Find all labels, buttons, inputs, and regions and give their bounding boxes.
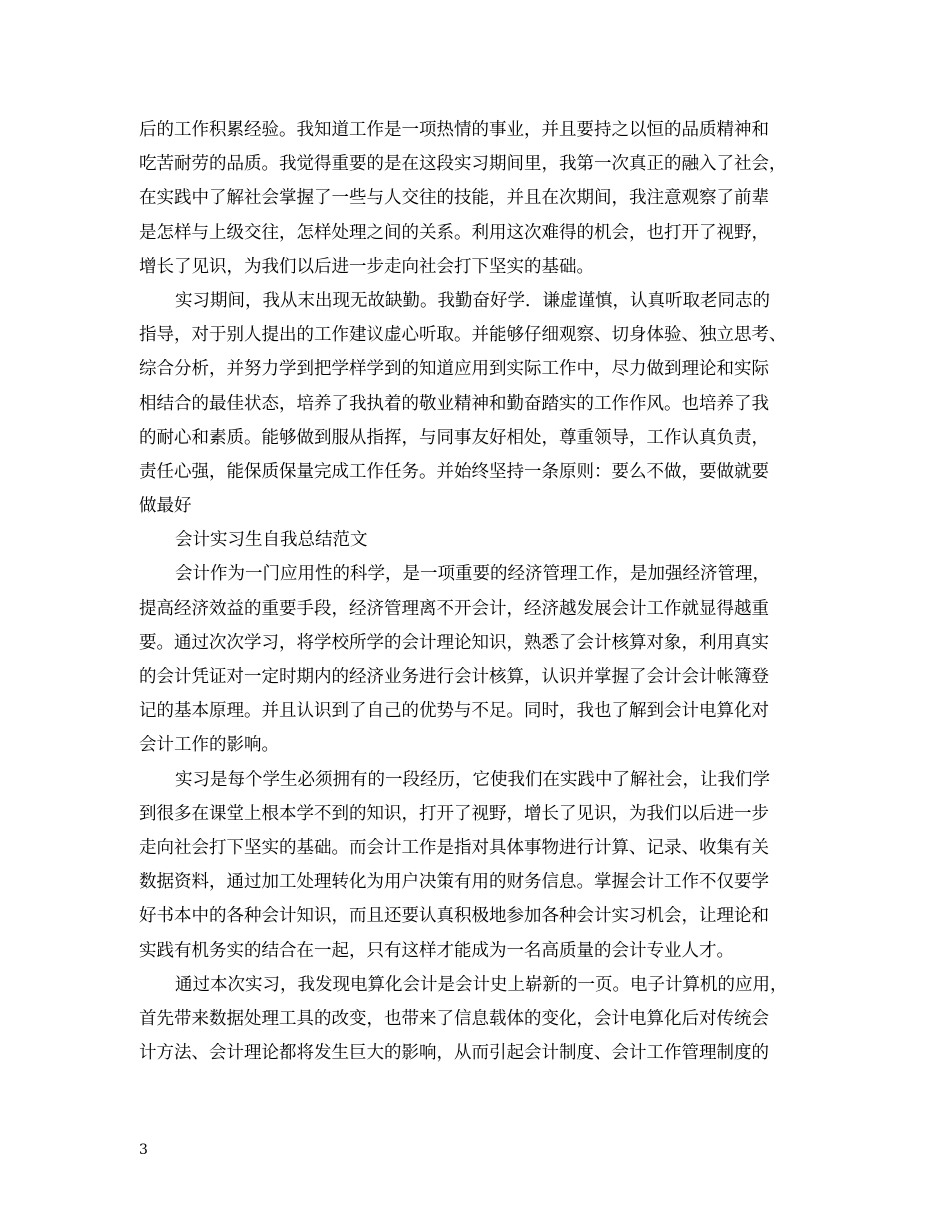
text-line: 责任心强，能保质保量完成工作任务。并始终坚持一条原则：要么不做，要做就要: [139, 461, 769, 482]
text-line: 数据资料，通过加工处理转化为用户决策有用的财务信息。掌握会计工作不仅要学: [139, 872, 769, 893]
text-line: 好书本中的各种会计知识，而且还要认真积极地参加各种会计实习机会，让理论和: [139, 906, 769, 927]
text-line: 通过本次实习，我发现电算化会计是会计史上崭新的一页。电子计算机的应用，: [175, 974, 788, 995]
text-line: 在实践中了解社会掌握了一些与人交往的技能，并且在次期间，我注意观察了前辈: [139, 188, 769, 209]
text-line: 要。通过次次学习，将学校所学的会计理论知识，熟悉了会计核算对象，利用真实: [139, 632, 769, 653]
text-line: 增长了见识，为我们以后进一步走向社会打下坚实的基础。: [139, 256, 594, 277]
text-line: 到很多在课堂上根本学不到的知识，打开了视野，增长了见识，为我们以后进一步: [139, 803, 769, 824]
text-line: 是怎样与上级交往，怎样处理之间的关系。利用这次难得的机会，也打开了视野，: [139, 222, 769, 243]
document-body: [139, 113, 829, 1070]
text-line: 计方法、会计理论都将发生巨大的影响，从而引起会计制度、会计工作管理制度的: [139, 1043, 769, 1064]
text-line: 首先带来数据处理工具的改变，也带来了信息载体的变化，会计电算化后对传统会: [139, 1008, 769, 1029]
text-line: 走向社会打下坚实的基础。而会计工作是指对具体事物进行计算、记录、收集有关: [139, 837, 769, 858]
text-line: 指导，对于别人提出的工作建议虚心听取。并能够仔细观察、切身体验、独立思考、: [139, 325, 787, 346]
page-number: 3: [139, 1142, 148, 1158]
text-line: 做最好: [139, 496, 192, 517]
text-line: 后的工作积累经验。我知道工作是一项热情的事业，并且要持之以恒的品质精神和: [139, 120, 769, 140]
text-line: 实践有机务实的结合在一起，只有这样才能成为一名高质量的会计专业人才。: [139, 940, 734, 961]
text-line: 会计工作的影响。: [139, 735, 279, 756]
text-line: 记的基本原理。并且认识到了自己的优势与不足。同时，我也了解到会计电算化对: [139, 701, 769, 722]
text-line: 提高经济效益的重要手段，经济管理离不开会计，经济越发展会计工作就显得越重: [139, 598, 769, 619]
text-line: 实习期间，我从末出现无故缺勤。我勤奋好学．谦虚谨慎，认真听取老同志的: [175, 290, 770, 311]
text-line: 吃苦耐劳的品质。我觉得重要的是在这段实习期间里，我第一次真正的融入了社会，: [139, 154, 787, 175]
text-line: 会计实习生自我总结范文: [175, 530, 368, 551]
text-line: 相结合的最佳状态，培养了我执着的敬业精神和勤奋踏实的工作作风。也培养了我: [139, 393, 769, 414]
text-line: 的耐心和素质。能够做到服从指挥，与同事友好相处，尊重领导，工作认真负责，: [139, 427, 769, 448]
text-line: 综合分析，并努力学到把学样学到的知道应用到实际工作中，尽力做到理论和实际: [139, 359, 769, 380]
text-line: 实习是每个学生必须拥有的一段经历，它使我们在实践中了解社会，让我们学: [175, 769, 770, 790]
text-line: 会计作为一门应用性的科学，是一项重要的经济管理工作，是加强经济管理，: [175, 564, 770, 585]
text-line: 的会计凭证对一定时期内的经济业务进行会计核算，认识并掌握了会计会计帐簿登: [139, 667, 769, 687]
